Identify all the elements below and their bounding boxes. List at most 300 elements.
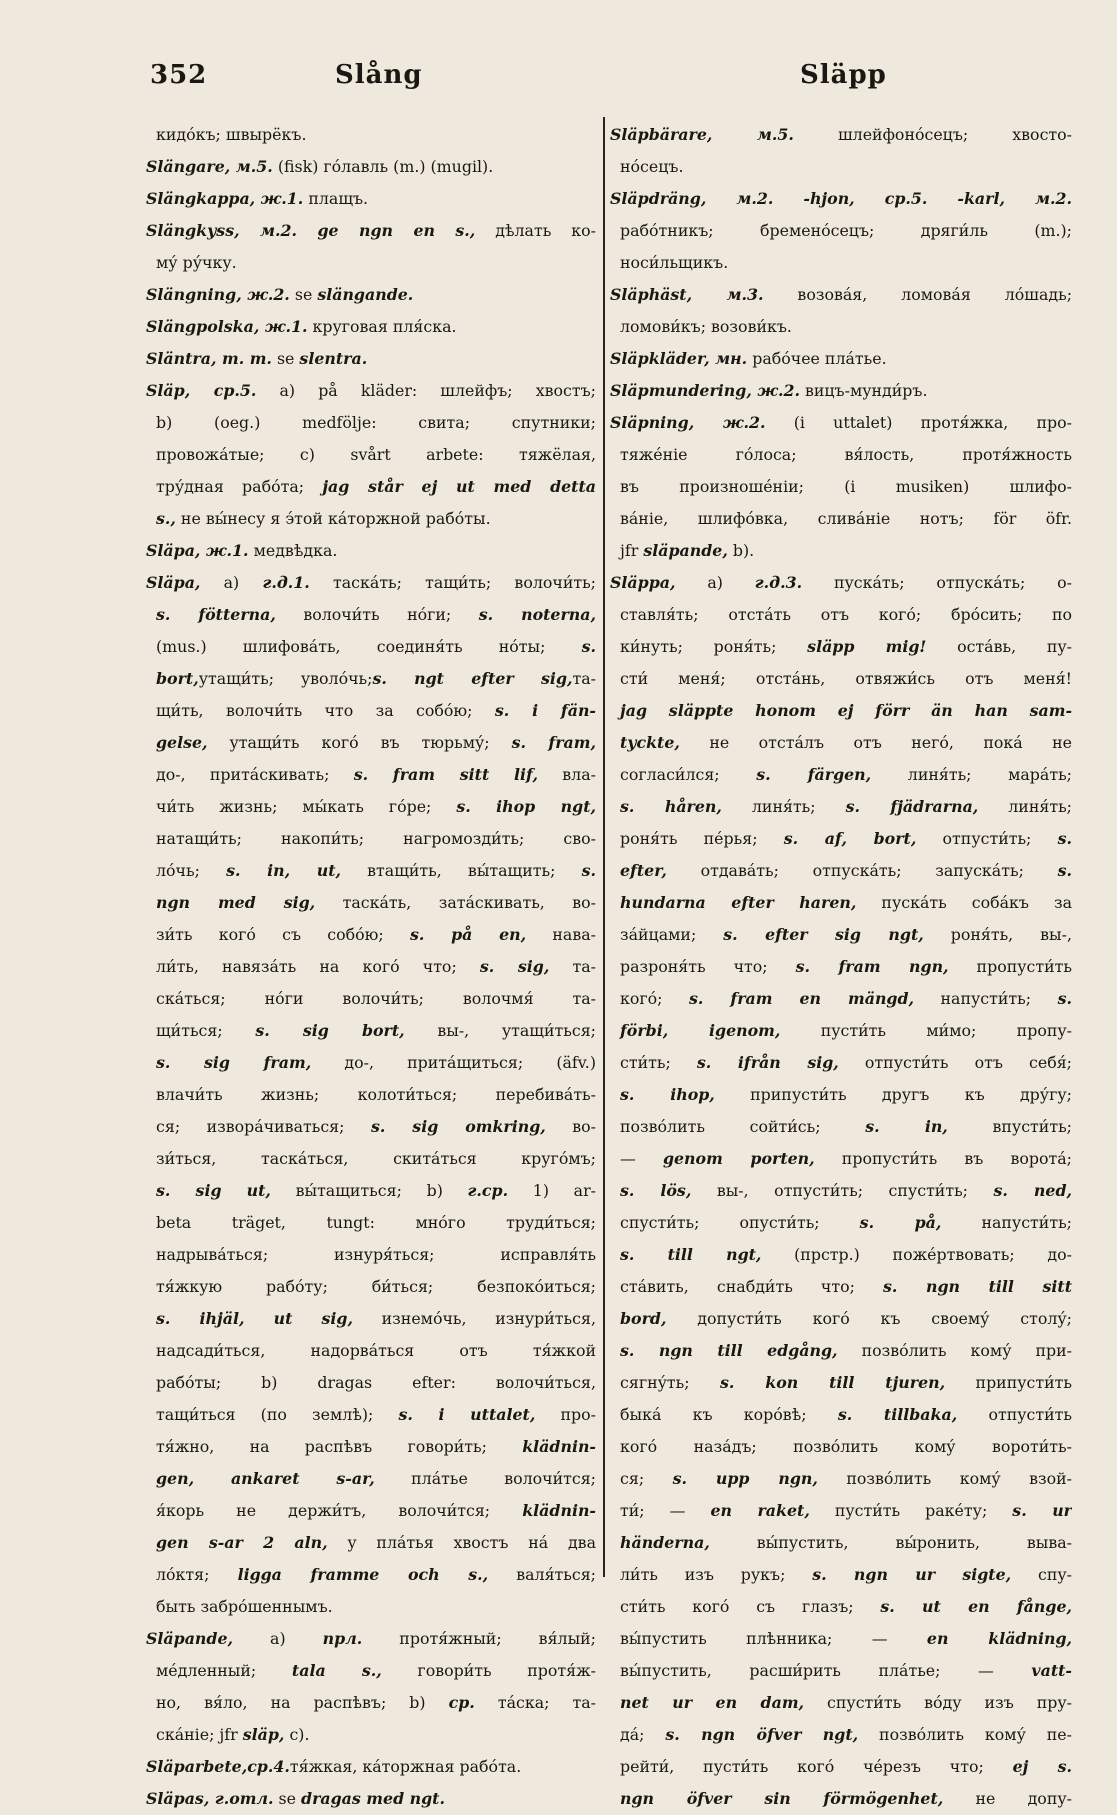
headword-span: Slängkyss, м.2. ge ngn en s., (146, 221, 476, 240)
text-line (146, 1015, 596, 1047)
text-line (610, 503, 1072, 535)
text-line (146, 823, 596, 855)
text-line (610, 1687, 1072, 1719)
text-line (146, 471, 596, 503)
definition-span: отдава́ть; отпуска́ть; запуска́ть; (666, 861, 1058, 880)
definition-span: впусти́ть; (947, 1117, 1072, 1136)
text-line (146, 631, 596, 663)
headword-span: s. ngt efter sig, (372, 669, 573, 688)
definition-span: ска́ніе; jfr (156, 1725, 243, 1744)
definition-span: въ произноше́ніи; (i musiken) шлифо- (620, 477, 1072, 496)
text-line (146, 1431, 596, 1463)
definition-span: провожа́тые; с) svårt arbete: тяжёлая, (156, 445, 596, 464)
text-line (146, 439, 596, 471)
definition-span: (прстр.) поже́ртвовать; до- (761, 1245, 1072, 1264)
text-line (146, 1495, 596, 1527)
definition-span: кого́; (620, 989, 690, 1008)
headword-span: Släp, ср.5. (146, 381, 257, 400)
definition-span: носи́льщикъ. (620, 253, 729, 272)
definition-span: про- (535, 1405, 596, 1424)
text-line (146, 1719, 596, 1751)
definition-span: чи́ть жизнь; мы́кать го́ре; (156, 797, 457, 816)
headword-span: s. (1057, 829, 1072, 848)
headword-span: Släpning, ж.2. (610, 413, 766, 432)
text-line (610, 1143, 1072, 1175)
text-line (610, 1495, 1072, 1527)
definition-span: до-, прита́щиться; (äfv.) (311, 1053, 596, 1072)
column-divider (603, 117, 605, 1577)
text-line (146, 1751, 596, 1783)
definition-span: тя́жно, на распѣвъ говори́ть; (156, 1437, 523, 1456)
definition-span: но́сецъ. (620, 157, 684, 176)
definition-span: говори́ть протя́ж- (381, 1661, 596, 1680)
headword-span: Släpkläder, мн. (610, 349, 748, 368)
headword-span: efter, (620, 861, 667, 880)
headword-span: s. på en, (409, 925, 527, 944)
text-line (610, 1079, 1072, 1111)
definition-span: 1) ar- (508, 1181, 596, 1200)
definition-span: рабо́чее пла́тье. (747, 349, 887, 368)
definition-span: beta träget, tungt: мно́го труди́ться; (156, 1213, 596, 1232)
headword-span: Slängkappa, ж.1. (146, 189, 304, 208)
headword-span: gen, ankaret s-ar, (156, 1469, 375, 1488)
definition-span: se (289, 285, 318, 304)
definition-span: отпусти́ть; (916, 829, 1058, 848)
text-line (610, 791, 1072, 823)
definition-span: позво́лить кому́ при- (837, 1341, 1072, 1360)
definition-span: ли́ть, навяза́ть на кого́ что; (156, 957, 480, 976)
definition-span: вы́пустить, вы́ронить, выва- (709, 1533, 1072, 1552)
definition-span: пуска́ть соба́къ за (856, 893, 1072, 912)
headword-span: s. noterna, (478, 605, 596, 624)
text-line (146, 1367, 596, 1399)
headword-span: klädnin- (522, 1501, 596, 1520)
text-line (146, 1527, 596, 1559)
headword-span: Släpande, (146, 1629, 234, 1648)
text-line (610, 247, 1072, 279)
definition-span: круговая пля́ска. (307, 317, 457, 336)
definition-span: оста́вь, пу- (926, 637, 1072, 656)
page-number: 352 (150, 60, 208, 90)
definition-span: до-, прита́скивать; (156, 765, 354, 784)
text-line (146, 1047, 596, 1079)
text-line (146, 727, 596, 759)
definition-span: быть забро́шеннымъ. (156, 1597, 333, 1616)
definition-span: кого́ наза́дъ; позво́лить кому́ вороти́ть- (620, 1437, 1072, 1456)
definition-span: спусти́ть; опусти́ть; (620, 1213, 860, 1232)
text-line (146, 855, 596, 887)
headword-span: jag står ej ut med detta (322, 477, 596, 496)
left-column (146, 119, 596, 1815)
definition-span: согласи́лся; (620, 765, 757, 784)
definition-span: c). (284, 1725, 310, 1744)
headword-span: släpp mig! (807, 637, 927, 656)
text-line (146, 791, 596, 823)
text-line (610, 343, 1072, 375)
text-line (146, 663, 596, 695)
headword-span: släp, (242, 1725, 285, 1744)
headword-span: Slängpolska, ж.1. (146, 317, 308, 336)
text-line (610, 1335, 1072, 1367)
headword-span: vatt- (1031, 1661, 1072, 1680)
headword-span: ligga framme och s., (237, 1565, 489, 1584)
text-line (146, 1175, 596, 1207)
headword-span: s. ngn öfver ngt, (665, 1725, 859, 1744)
definition-span: ло́ктя; (156, 1565, 238, 1584)
definition-span: ся; (620, 1469, 673, 1488)
definition-span: дѣлать ко- (475, 221, 596, 240)
headword-span: ср. (448, 1693, 475, 1712)
definition-span: пуска́ть; отпуска́ть; о- (802, 573, 1072, 592)
headword-span: s. fötterna, (156, 605, 276, 624)
definition-span: рабо́тникъ; бремено́сецъ; дряги́ль (m.); (620, 221, 1072, 240)
text-line (610, 375, 1072, 407)
text-line (146, 1687, 596, 1719)
definition-span: роня́ть пе́рья; (620, 829, 784, 848)
text-line (146, 407, 596, 439)
headword-span: gen s-ar 2 aln, (156, 1533, 328, 1552)
definition-span: вы́пустить плѣнника; — (620, 1629, 927, 1648)
headword-span: s. färgen, (756, 765, 872, 784)
headword-span: s. lös, (620, 1181, 692, 1200)
headword-span: s. ihjäl, ut sig, (156, 1309, 353, 1328)
headword-span: s. i fän- (494, 701, 596, 720)
headword-span: s. upp ngn, (672, 1469, 818, 1488)
text-line (146, 1591, 596, 1623)
right-headword: Släpp (800, 60, 887, 90)
definition-span: a) på kläder: шлейфъ; хвостъ; (256, 381, 596, 400)
text-line (610, 1623, 1072, 1655)
text-line (610, 1591, 1072, 1623)
text-line (610, 855, 1072, 887)
text-line (146, 567, 596, 599)
definition-span: втащи́ть, вы́тащить; (341, 861, 582, 880)
definition-span: ломови́къ; возови́къ. (620, 317, 792, 336)
headword-span: Släpdräng, м.2. -hjon, ср.5. -karl, м.2. (610, 189, 1072, 208)
headword-span: Släparbete,ср.4. (146, 1757, 290, 1776)
definition-span: отпусти́ть отъ себя́; (838, 1053, 1072, 1072)
definition-span: тяже́ніе го́лоса; вя́лость, протя́жность (620, 445, 1072, 464)
text-line (610, 1463, 1072, 1495)
definition-span: допусти́ть кого́ къ своему́ столу́; (666, 1309, 1072, 1328)
headword-span: jag släppte honom ej förr än han sam- (620, 701, 1072, 720)
text-line (146, 247, 596, 279)
text-line (146, 375, 596, 407)
definition-span: позво́лить кому́ пе- (858, 1725, 1072, 1744)
headword-span: s. sig ut, (156, 1181, 271, 1200)
text-line (610, 1175, 1072, 1207)
definition-span: позво́лить кому́ взой- (817, 1469, 1072, 1488)
headword-span: s. kon till tjuren, (719, 1373, 946, 1392)
definition-span: волочи́ть но́ги; (275, 605, 479, 624)
definition-span: ста́вить, снабди́ть что; (620, 1277, 884, 1296)
definition-span: шлейфоно́сецъ; хвосто- (793, 125, 1072, 144)
text-line (610, 1559, 1072, 1591)
headword-span: s. (581, 861, 596, 880)
text-line (146, 1463, 596, 1495)
definition-span: se (273, 1789, 302, 1808)
headword-span: s. håren, (620, 797, 722, 816)
headword-span: s. i uttalet, (398, 1405, 536, 1424)
text-line (146, 599, 596, 631)
headword-span: s. fram en mängd, (689, 989, 915, 1008)
text-line (610, 535, 1072, 567)
text-line (610, 983, 1072, 1015)
headword-span: Slängning, ж.2. (146, 285, 290, 304)
text-line (610, 887, 1072, 919)
headword-span: släpande, (643, 541, 728, 560)
definition-span: я́корь не держи́тъ, волочи́тся; (156, 1501, 523, 1520)
definition-span: роня́ть, вы-, (923, 925, 1072, 944)
text-line (610, 407, 1072, 439)
headword-span: slentra. (299, 349, 368, 368)
definition-span: тя́жкая, ка́торжная рабо́та. (289, 1757, 522, 1776)
headword-span: bort, (156, 669, 199, 688)
headword-span: s. ngn till edgång, (620, 1341, 838, 1360)
definition-span: линя́ть; (721, 797, 846, 816)
definition-span: пла́тье волочи́тся; (374, 1469, 596, 1488)
headword-span: ngn med sig, (156, 893, 316, 912)
definition-span: вы́пустить, расши́рить пла́тье; — (620, 1661, 1032, 1680)
definition-span: пропусти́ть (948, 957, 1072, 976)
text-line (610, 119, 1072, 151)
text-line (610, 951, 1072, 983)
definition-span: сти́ть кого́ съ глазъ; (620, 1597, 881, 1616)
definition-span: ти́; — (620, 1501, 711, 1520)
headword-span: s. fjädrarna, (845, 797, 979, 816)
text-line (610, 215, 1072, 247)
text-line (610, 567, 1072, 599)
text-line (610, 1207, 1072, 1239)
definition-span: да́; (620, 1725, 666, 1744)
definition-span: линя́ть; (978, 797, 1072, 816)
text-line (146, 1559, 596, 1591)
definition-span: jfr (620, 541, 644, 560)
definition-span: не вы́несу я э́той ка́торжной рабо́ты. (175, 509, 491, 528)
headword-span: s. tillbaka, (837, 1405, 958, 1424)
headword-span: dragas med ngt. (301, 1789, 445, 1808)
headword-span: s. på, (859, 1213, 942, 1232)
headword-span: s., (156, 509, 176, 528)
definition-span: му́ ру́чку. (156, 253, 237, 272)
definition-span: кидо́къ; швырёкъ. (156, 125, 307, 144)
definition-span: припусти́ть другъ къ дру́гу; (714, 1085, 1072, 1104)
definition-span: зи́ть кого́ съ собо́ю; (156, 925, 410, 944)
definition-span: у пла́тья хвостъ на́ два (327, 1533, 596, 1552)
definition-span: возова́я, ломова́я ло́шадь; (763, 285, 1072, 304)
headword-span: förbi, igenom, (620, 1021, 781, 1040)
headword-span: Släphäst, м.3. (610, 285, 764, 304)
definition-span: вы-, утащи́ться; (404, 1021, 596, 1040)
headword-span: г.д.3. (754, 573, 803, 592)
definition-span: надсади́ться, надорва́ться отъ тя́жкой (156, 1341, 596, 1360)
text-line (610, 1399, 1072, 1431)
headword-span: s. sig fram, (156, 1053, 312, 1072)
text-line (146, 1783, 596, 1815)
definition-span: отпусти́ть (957, 1405, 1072, 1424)
headword-span: s. ngn till sitt (883, 1277, 1072, 1296)
definition-span: щи́ться; (156, 1021, 256, 1040)
headword-span: s. in, (865, 1117, 948, 1136)
definition-span: влачи́ть жизнь; колоти́ться; перебива́ть- (156, 1085, 596, 1104)
text-line (146, 1079, 596, 1111)
headword-span: s. sig, (479, 957, 550, 976)
text-line (146, 535, 596, 567)
text-line (146, 951, 596, 983)
text-line (610, 631, 1072, 663)
headword-span: s. ifrån sig, (696, 1053, 839, 1072)
headword-span: прл. (322, 1629, 363, 1648)
headword-span: Släpmundering, ж.2. (610, 381, 800, 400)
headword-span: г.ср. (467, 1181, 509, 1200)
text-line (610, 151, 1072, 183)
definition-span: пропусти́ть въ ворота́; (814, 1149, 1072, 1168)
definition-span: (fisk) го́лавль (m.) (mugil). (272, 157, 494, 176)
definition-span: надрыва́ться; изнуря́ться; исправля́ть (156, 1245, 596, 1264)
definition-span: зи́ться, таска́ться, скита́ться круго́мъ; (156, 1149, 596, 1168)
definition-span: (i uttalet) протя́жка, про- (765, 413, 1072, 432)
text-line (610, 1111, 1072, 1143)
right-column (610, 119, 1072, 1815)
definition-span: ме́дленный; (156, 1661, 292, 1680)
definition-span: (mus.) шлифова́ть, соединя́ть но́ты; (156, 637, 582, 656)
text-line (610, 1783, 1072, 1815)
text-line (610, 727, 1072, 759)
definition-span: разроня́ть что; (620, 957, 796, 976)
definition-span: утащи́ть кого́ въ тюрьму́; (207, 733, 512, 752)
headword-span: s. fram, (511, 733, 596, 752)
definition-span: но, вя́ло, на распѣвъ; b) (156, 1693, 449, 1712)
text-line (146, 1303, 596, 1335)
headword-span: net ur en dam, (620, 1693, 805, 1712)
text-line (146, 215, 596, 247)
headword-span: ej s. (1012, 1757, 1072, 1776)
definition-span: вла- (537, 765, 596, 784)
text-line (146, 1111, 596, 1143)
headword-span: s. sig omkring, (370, 1117, 546, 1136)
text-line (146, 1623, 596, 1655)
definition-span: сти́ меня́; отста́нь, отвяжи́сь отъ меня́! (620, 669, 1072, 688)
definition-span: не отста́лъ отъ него́, пока́ не (679, 733, 1072, 752)
definition-span: ставля́ть; отста́ть отъ кого́; бро́сить; по (620, 605, 1072, 624)
text-line (610, 759, 1072, 791)
definition-span: спусти́ть во́ду изъ пру- (804, 1693, 1072, 1712)
text-line (610, 311, 1072, 343)
definition-span: a) (233, 1629, 323, 1648)
headword-span: s. (581, 637, 596, 656)
text-line (146, 119, 596, 151)
text-line (610, 1655, 1072, 1687)
definition-span: напусти́ть; (941, 1213, 1072, 1232)
definition-span: рабо́ты; b) dragas efter: волочи́ться, (156, 1373, 596, 1392)
text-line (610, 1719, 1072, 1751)
text-line (146, 1207, 596, 1239)
headword-span: slängande. (317, 285, 414, 304)
text-line (610, 823, 1072, 855)
text-line (146, 1655, 596, 1687)
text-line (146, 983, 596, 1015)
text-line (146, 151, 596, 183)
left-headword: Slång (335, 60, 423, 90)
definition-span: a) (200, 573, 263, 592)
text-line (610, 1431, 1072, 1463)
text-line (146, 503, 596, 535)
headword-span: klädnin- (522, 1437, 596, 1456)
text-line (610, 1303, 1072, 1335)
headword-span: s. ned, (993, 1181, 1072, 1200)
headword-span: Slängare, м.5. (146, 157, 273, 176)
definition-span: та- (549, 957, 596, 976)
text-line (610, 919, 1072, 951)
definition-span: плащъ. (303, 189, 369, 208)
definition-span: b). (727, 541, 755, 560)
definition-span: позво́лить сойти́сь; (620, 1117, 866, 1136)
text-line (610, 695, 1072, 727)
headword-span: s. fram ngn, (795, 957, 949, 976)
definition-span: протя́жный; вя́лый; (362, 1629, 596, 1648)
text-line (146, 1271, 596, 1303)
definition-span: та́ска; та- (474, 1693, 596, 1712)
text-line (610, 183, 1072, 215)
definition-span: напусти́ть; (914, 989, 1058, 1008)
text-line (610, 439, 1072, 471)
headword-span: s. ihop ngt, (456, 797, 596, 816)
text-line (146, 1239, 596, 1271)
headword-span: s. in, ut, (226, 861, 341, 880)
definition-span: пусти́ть раке́ту; (809, 1501, 1013, 1520)
definition-span: припусти́ть (945, 1373, 1072, 1392)
text-line (610, 1367, 1072, 1399)
headword-span: s. ihop, (620, 1085, 715, 1104)
definition-span: вы́тащиться; b) (270, 1181, 468, 1200)
definition-span: та- (572, 669, 596, 688)
definition-span: за́йцами; (620, 925, 724, 944)
headword-span: s. till ngt, (620, 1245, 762, 1264)
text-line (610, 1527, 1072, 1559)
definition-span: ся; извора́чиваться; (156, 1117, 371, 1136)
definition-span: нава- (526, 925, 596, 944)
text-line (610, 599, 1072, 631)
headword-span: Släpbärare, м.5. (610, 125, 794, 144)
text-line (146, 1143, 596, 1175)
headword-span: en klädning, (926, 1629, 1072, 1648)
definition-span: утащи́ть; уволо́чь; (198, 669, 373, 688)
definition-span: во- (545, 1117, 596, 1136)
text-line (146, 695, 596, 727)
text-line (146, 343, 596, 375)
text-line (146, 1399, 596, 1431)
definition-span: натащи́ть; накопи́ть; нагромозди́ть; сво- (156, 829, 596, 848)
definition-span: спу- (1011, 1565, 1072, 1584)
definition-span: щи́ть, волочи́ть что за собо́ю; (156, 701, 495, 720)
headword-span: Släpa, (146, 573, 201, 592)
definition-span: сти́ть; (620, 1053, 697, 1072)
text-line (146, 1335, 596, 1367)
definition-span: a) (675, 573, 755, 592)
text-line (146, 887, 596, 919)
definition-span: se (271, 349, 300, 368)
text-line (610, 1751, 1072, 1783)
text-line (146, 311, 596, 343)
definition-span: ска́ться; но́ги волочи́ть; волочмя́ та- (156, 989, 596, 1008)
text-line (146, 919, 596, 951)
headword-span: s. fram sitt lif, (353, 765, 538, 784)
headword-span: hundarna efter haren, (620, 893, 857, 912)
headword-span: Släpa, ж.1. (146, 541, 249, 560)
text-line (610, 1047, 1072, 1079)
text-line (610, 1015, 1072, 1047)
definition-span: таска́ть, зата́скивать, во- (315, 893, 596, 912)
